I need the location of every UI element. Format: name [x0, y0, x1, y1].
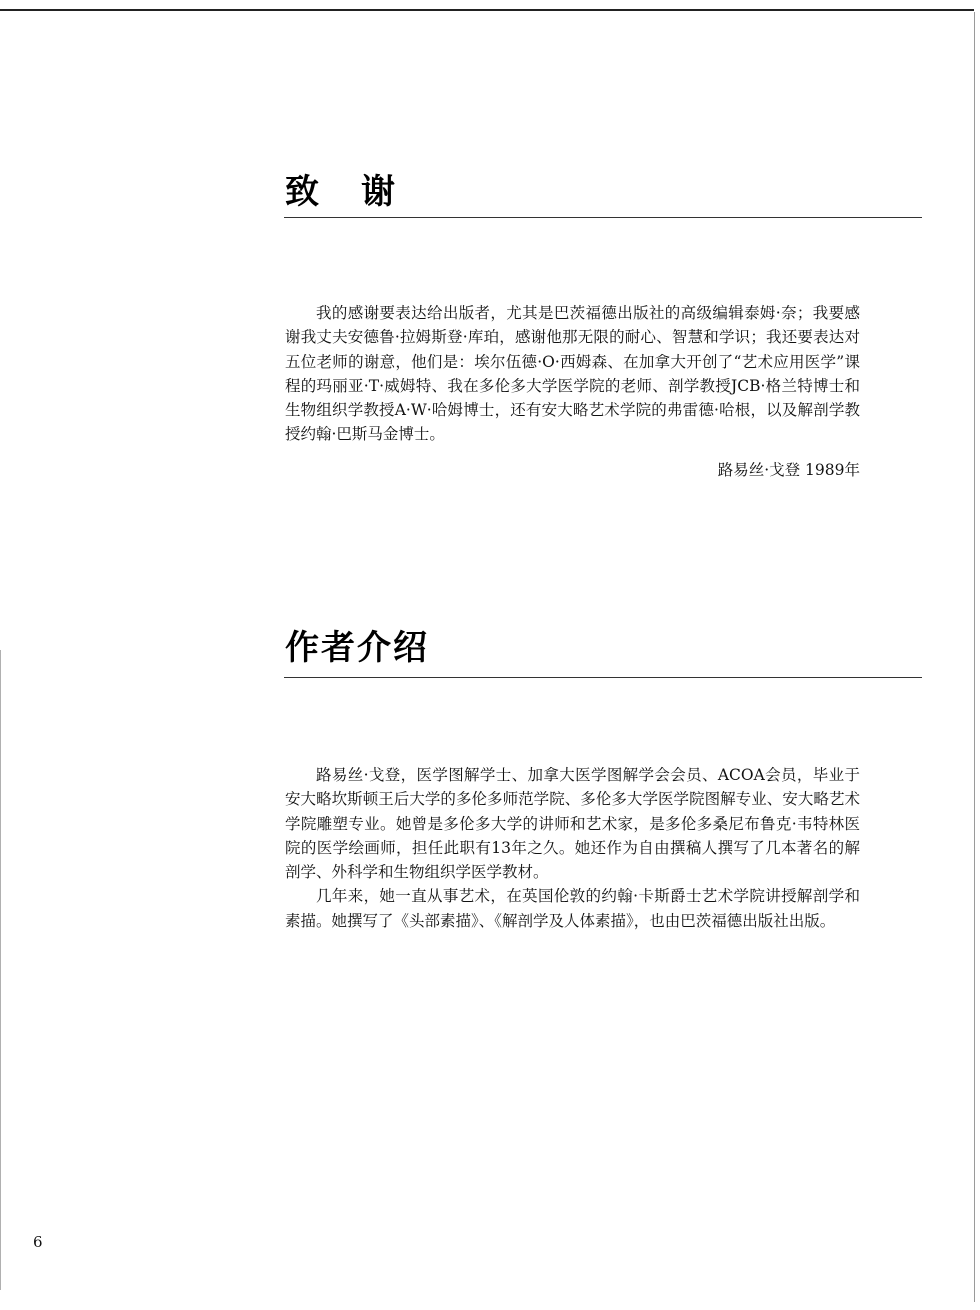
acknowledgements-paragraph: 我的感谢要表达给出版者，尤其是巴茨福德出版社的高级编辑泰姆·奈；我要感谢我丈夫安德鲁·拉姆斯登·库珀，感谢他那无限的耐心、智慧和学识；我还要表达对五位老师的谢意，他们是：埃尔伍德·O·西姆森、在加拿大开创了“艺术应用医学”课程的玛丽亚·T·威姆特、我在多伦多大学医学院的老师、剖学教授JCB·格兰特博士和生物组织学教授A·W·哈姆博士，还有安大略艺术学院的弗雷德·哈根，以及解剖学教授约翰·巴斯马金博士。	[285, 304, 860, 444]
top-border-rule	[0, 9, 974, 11]
scan-edge-left	[0, 650, 1, 1290]
about-author-heading-rule	[284, 677, 922, 678]
acknowledgements-heading-rule	[284, 217, 922, 218]
acknowledgements-signature: 路易丝·戈登 1989年	[717, 461, 860, 479]
about-author-heading: 作者介绍	[285, 628, 429, 668]
about-author-paragraph-2: 几年来，她一直从事艺术，在英国伦敦的约翰·卡斯爵士艺术学院讲授解剖学和素描。她撰写了《头部素描》、《解剖学及人体素描》，也由巴茨福德出版社出版。	[285, 887, 860, 930]
page-number: 6	[33, 1233, 43, 1251]
acknowledgements-body	[285, 301, 860, 447]
about-author-paragraph-1: 路易丝·戈登，医学图解学士、加拿大医学图解学会会员、ACOA会员，毕业于安大略坎斯顿王后大学的多伦多师范学院、多伦多大学医学院图解专业、安大略艺术学院雕塑专业。她曾是多伦多大学的讲师和艺术家，是多伦多桑尼布鲁克·韦特林医院的医学绘画师，担任此职有13年之久。她还作为自由撰稿人撰写了几本著名的解剖学、外科学和生物组织学医学教材。	[285, 766, 860, 882]
acknowledgements-heading: 致谢	[285, 172, 437, 212]
scan-edge-right	[974, 12, 975, 1302]
about-author-body	[285, 763, 860, 933]
